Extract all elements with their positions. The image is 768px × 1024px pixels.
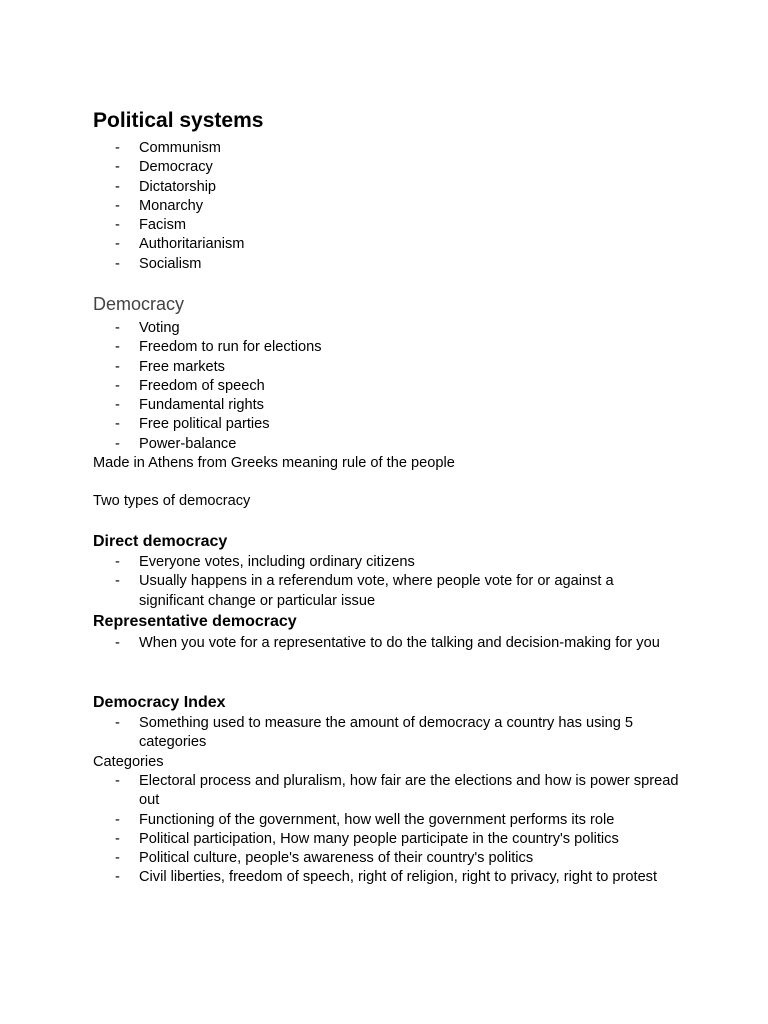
bullet-dash: - <box>115 255 120 272</box>
list-item: - Socialism <box>93 255 679 274</box>
bullet-dash: - <box>115 197 120 214</box>
direct-democracy-heading: Direct democracy <box>93 533 228 550</box>
bullet-dash: - <box>115 358 120 375</box>
list-item: - When you vote for a representative to do the talking and decision-making for you <box>93 634 679 653</box>
list-item: - Freedom to run for elections <box>93 338 679 357</box>
bullet-dash: - <box>115 178 120 195</box>
list-item: - Free political parties <box>93 415 679 434</box>
bullet-dash: - <box>115 850 120 867</box>
bullet-dash: - <box>115 217 120 234</box>
list-item: - Electoral process and pluralism, how fair are the elections and how is power spread out <box>115 773 679 809</box>
bullet-dash: - <box>115 811 120 828</box>
list-item: - Voting <box>93 319 679 338</box>
bullet-dash: - <box>115 554 120 570</box>
bullet-dash: - <box>115 320 120 336</box>
list-item: - Communism <box>93 139 679 158</box>
list-item: - Political culture, people's awareness of their country's politics <box>93 849 679 868</box>
bullet-dash: - <box>115 140 120 156</box>
list-item: - Usually happens in a referendum vote, where people vote for or against a significant change or particular issue <box>115 573 614 609</box>
democracy-index-heading: Democracy Index <box>93 694 226 711</box>
bullet-dash: - <box>115 236 120 253</box>
list-item: - Power-balance <box>93 435 679 454</box>
bullet-dash: - <box>115 715 120 731</box>
bullet-dash: - <box>115 397 120 414</box>
bullet-dash: - <box>115 159 120 176</box>
page-title: Political systems <box>93 109 264 132</box>
list-item: - Fundamental rights <box>93 396 679 415</box>
democracy-types-intro: Two types of democracy <box>93 493 251 509</box>
representative-democracy-list <box>93 634 679 653</box>
bullet-dash: - <box>115 869 120 886</box>
direct-democracy-list <box>93 553 679 611</box>
list-item: - Political participation, How many people participate in the country's politics <box>93 830 679 849</box>
list-item: - Civil liberties, freedom of speech, right of religion, right to privacy, right to protest <box>93 868 679 887</box>
categories-list <box>93 772 679 888</box>
list-item: - Functioning of the government, how well the government performs its role <box>93 811 679 830</box>
democracy-list <box>93 319 679 454</box>
list-item: - Authoritarianism <box>93 235 679 254</box>
democracy-heading: Democracy <box>93 294 185 314</box>
list-item: - Democracy <box>93 158 679 177</box>
bullet-dash: - <box>115 830 120 847</box>
representative-democracy-heading: Representative democracy <box>93 613 297 630</box>
bullet-dash: - <box>115 573 120 590</box>
bullet-dash: - <box>115 435 120 452</box>
bullet-dash: - <box>115 635 120 651</box>
list-item: - Something used to measure the amount of democracy a country has using 5 categories <box>115 715 634 751</box>
list-item: - Monarchy <box>93 197 679 216</box>
democracy-origin-text: Made in Athens from Greeks meaning rule of the people <box>93 455 455 471</box>
list-item: - Free markets <box>93 358 679 377</box>
list-item: - Everyone votes, including ordinary citizens <box>93 553 679 572</box>
bullet-dash: - <box>115 377 120 394</box>
bullet-dash: - <box>115 339 120 356</box>
bullet-dash: - <box>115 773 120 789</box>
democracy-index-list <box>93 714 679 753</box>
list-item: - Facism <box>93 216 679 235</box>
list-item: - Dictatorship <box>93 178 679 197</box>
list-item: - Freedom of speech <box>93 377 679 396</box>
political-systems-list <box>93 139 679 274</box>
bullet-dash: - <box>115 416 120 433</box>
categories-label: Categories <box>93 754 164 770</box>
